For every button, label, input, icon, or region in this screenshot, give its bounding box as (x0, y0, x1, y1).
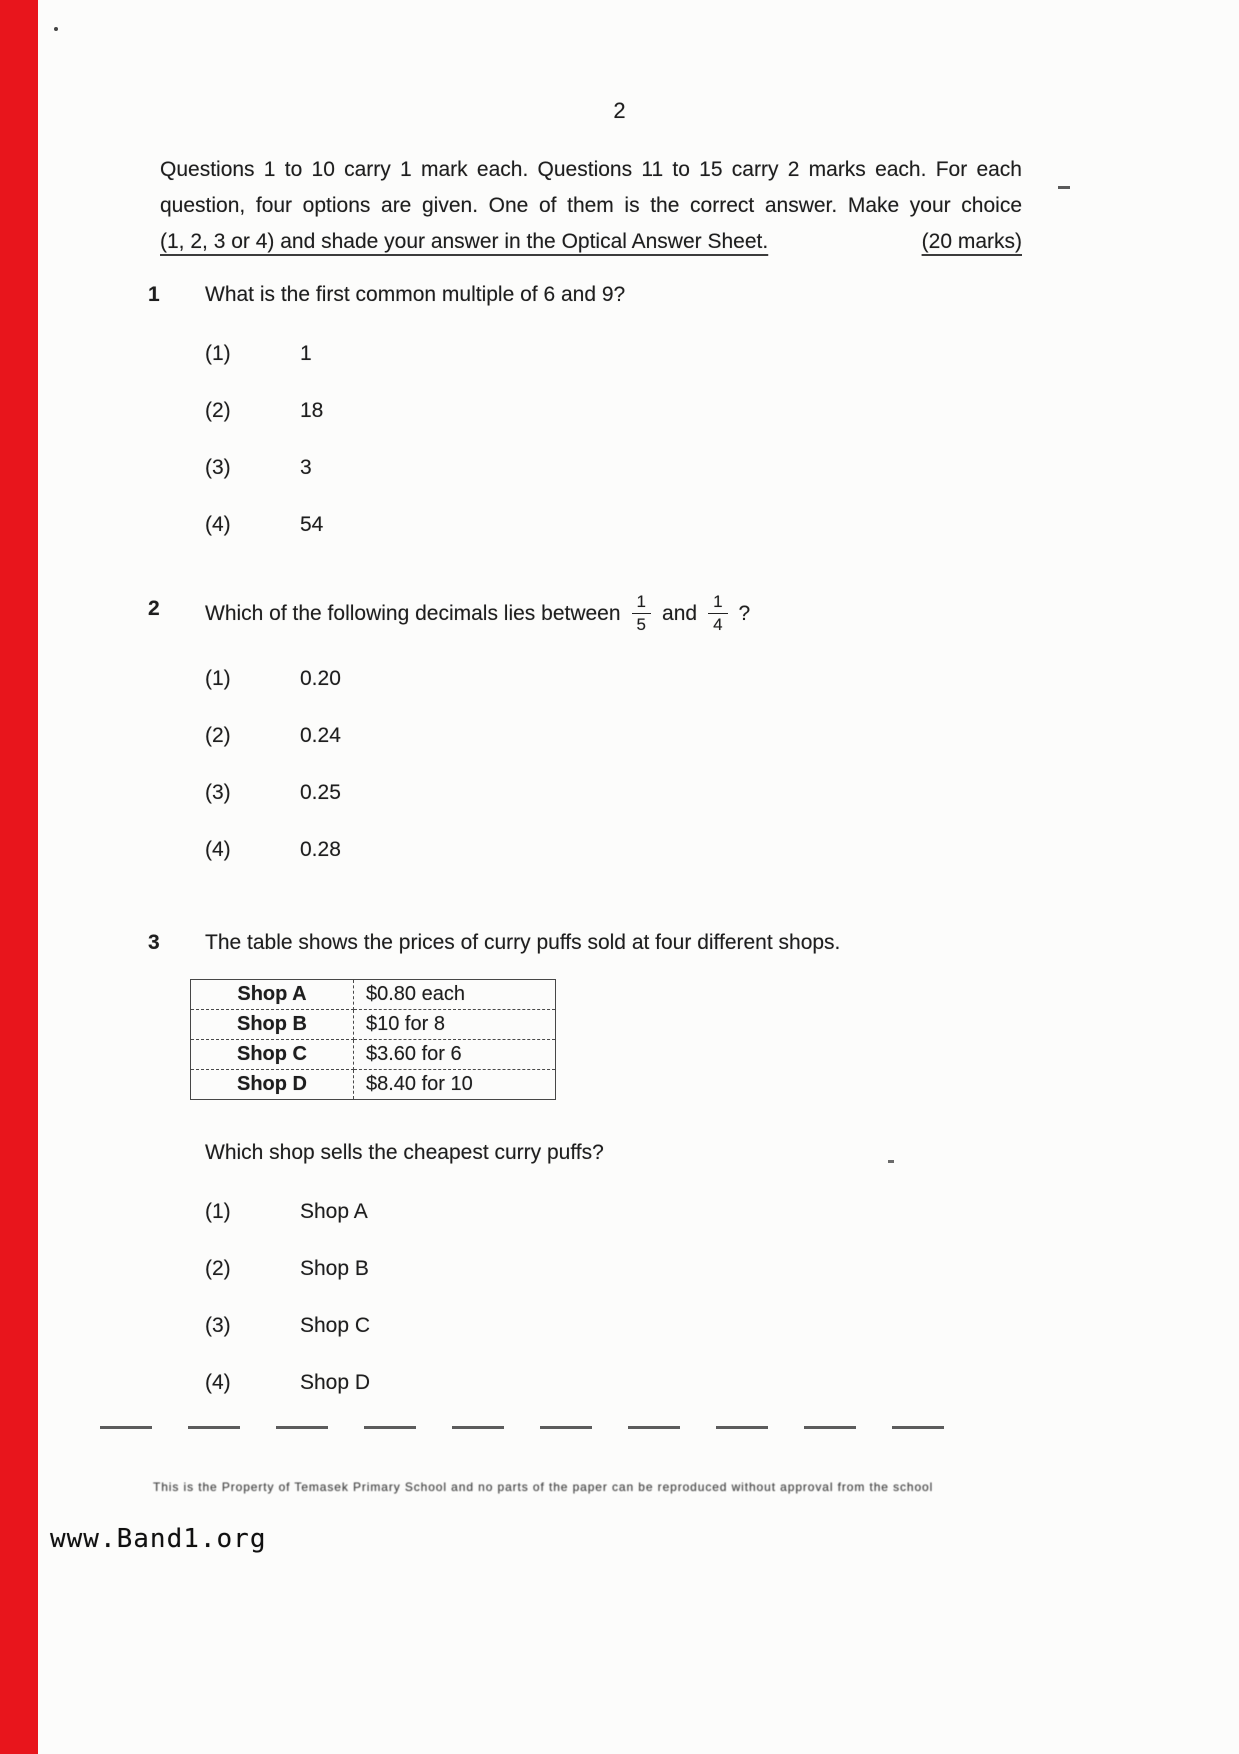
divider-dashed-line (100, 1426, 962, 1429)
option-row (205, 394, 1048, 427)
option-label: (3) (205, 1314, 231, 1337)
question-number: 3 (148, 931, 160, 954)
option-value: 54 (300, 513, 324, 536)
option-row (205, 1252, 1048, 1285)
option-value: 0.25 (300, 780, 341, 804)
scan-artifact (1058, 186, 1070, 189)
option-label: (2) (205, 723, 231, 747)
option-label: (2) (205, 399, 231, 422)
watermark: www.Band1.org (50, 1524, 267, 1554)
option-row (205, 337, 1048, 370)
instruction-line (160, 224, 1022, 260)
shop-name-cell: Shop C (191, 1040, 354, 1070)
question-number: 2 (148, 597, 160, 620)
question-text: What is the first common multiple of 6 and 9? (205, 283, 626, 306)
option-value: Shop D (300, 1371, 371, 1394)
instructions-block (160, 152, 1022, 260)
question-number: 1 (148, 283, 160, 306)
question-text: The table shows the prices of curry puffs sold at four different shops. (205, 931, 841, 954)
option-row (205, 451, 1048, 484)
page-number: 2 (613, 98, 626, 123)
price-cell: $0.80 each (354, 980, 556, 1010)
option-row (205, 1366, 1048, 1399)
option-label: (4) (205, 513, 231, 536)
question-text (205, 592, 1048, 636)
option-row (205, 833, 1048, 866)
instruction-line-underlined: (1, 2, 3 or 4) and shade your answer in the Optical Answer Sheet. (160, 230, 769, 253)
option-label: (1) (205, 342, 231, 365)
question-conjunction: and (662, 602, 698, 626)
option-row (205, 719, 1048, 752)
question-text-before: Which of the following decimals lies between (205, 602, 621, 626)
price-cell: $3.60 for 6 (354, 1040, 556, 1070)
fraction-numerator: 1 (708, 592, 727, 614)
instruction-line: Questions 1 to 10 carry 1 mark each. Questions 11 to 15 carry 2 marks each. For each (160, 158, 1022, 181)
marks-label: (20 marks) (921, 230, 1022, 253)
table-row (191, 1040, 556, 1070)
red-strip (0, 0, 38, 1754)
question-block-1 (148, 278, 1048, 565)
shop-name-cell: Shop A (191, 980, 354, 1010)
price-cell: $10 for 8 (354, 1010, 556, 1040)
option-value: 0.24 (300, 723, 341, 747)
options-list (205, 337, 1048, 541)
options-list (205, 1195, 1048, 1399)
table-row (191, 980, 556, 1010)
option-label: (4) (205, 837, 231, 861)
shop-name-cell: Shop B (191, 1010, 354, 1040)
fraction-one-fifth (632, 592, 651, 636)
fraction-numerator: 1 (632, 592, 651, 614)
question-block-2 (148, 592, 1048, 890)
option-label: (1) (205, 666, 231, 690)
option-row (205, 508, 1048, 541)
option-value: 3 (300, 456, 312, 479)
footer-note: This is the Property of Temasek Primary School and no parts of the paper can be reproduced without approval from the school (153, 1480, 934, 1494)
option-label: (2) (205, 1257, 231, 1280)
fraction-denominator: 5 (636, 615, 647, 635)
table-row (191, 1010, 556, 1040)
options-list (205, 662, 1048, 866)
question-subtext: Which shop sells the cheapest curry puffs? (205, 1141, 604, 1164)
question-block-3 (148, 926, 1048, 1423)
fraction-one-quarter (708, 592, 727, 636)
option-label: (1) (205, 1200, 231, 1223)
prices-table (190, 979, 556, 1100)
fraction-denominator: 4 (713, 615, 723, 635)
option-value: 18 (300, 399, 324, 422)
price-cell: $8.40 for 10 (354, 1070, 556, 1100)
option-label: (3) (205, 456, 231, 479)
option-value: 1 (300, 342, 312, 365)
option-row (205, 1309, 1048, 1342)
instruction-line: question, four options are given. One of them is the correct answer. Make your choice (160, 194, 1022, 217)
scan-artifact (54, 27, 58, 31)
table-row (191, 1070, 556, 1100)
option-value: 0.20 (300, 666, 341, 690)
option-value: Shop A (300, 1200, 368, 1223)
option-row (205, 776, 1048, 809)
option-label: (4) (205, 1371, 231, 1394)
option-row (205, 1195, 1048, 1228)
option-value: Shop C (300, 1314, 371, 1337)
option-label: (3) (205, 780, 231, 804)
question-text-after: ? (738, 602, 751, 626)
option-row (205, 662, 1048, 695)
option-value: Shop B (300, 1257, 369, 1280)
shop-name-cell: Shop D (191, 1070, 354, 1100)
option-value: 0.28 (300, 837, 341, 861)
